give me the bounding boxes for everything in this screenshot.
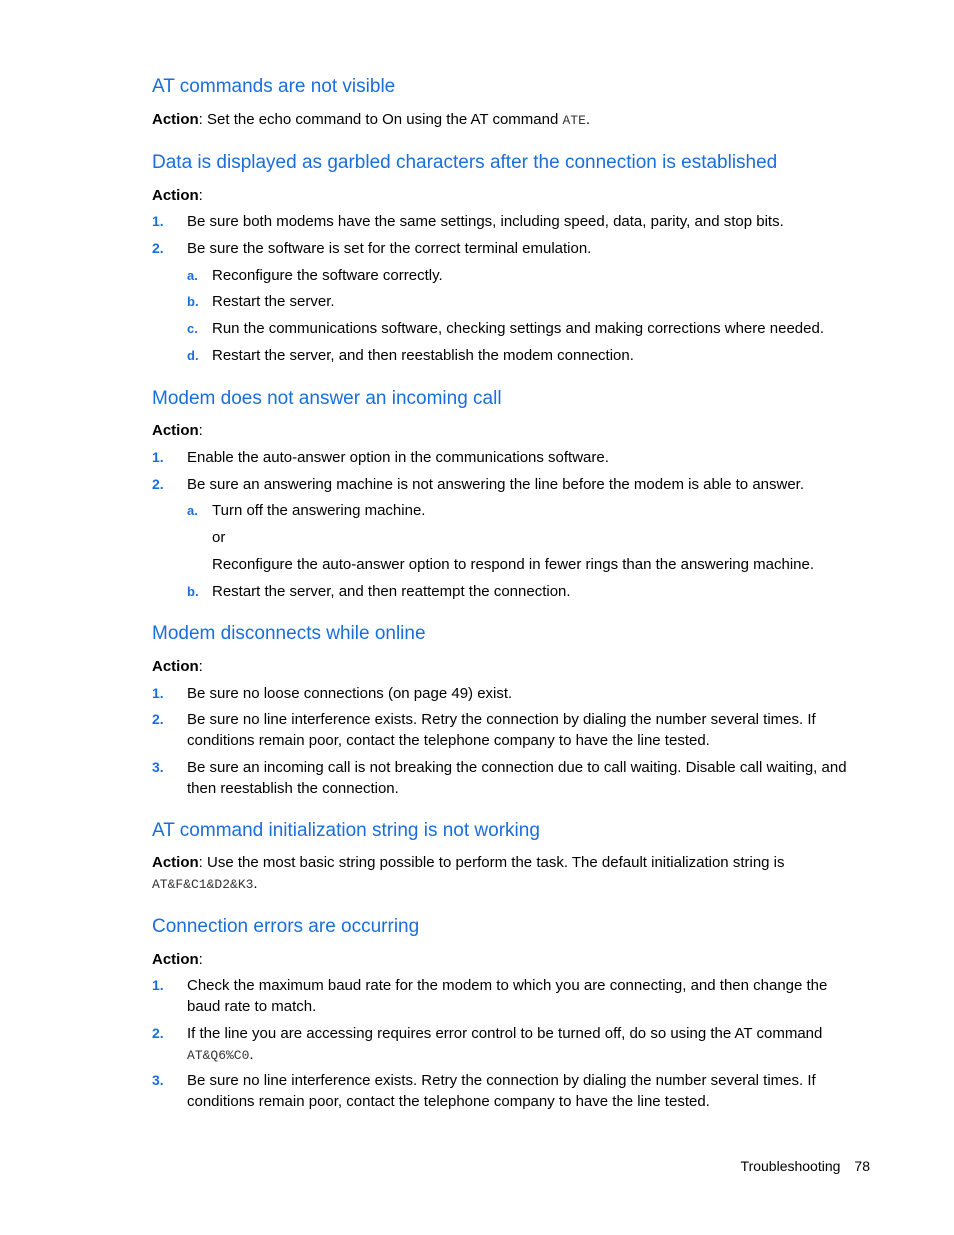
sub-list-text: Restart the server. bbox=[212, 293, 335, 310]
heading-garbled-characters: Data is displayed as garbled characters after the connection is established bbox=[152, 152, 778, 173]
list-text: Check the maximum baud rate for the modem to which you are connecting, and then change the baud rate to match. bbox=[187, 977, 828, 1015]
list-number: 2. bbox=[152, 476, 164, 492]
action-paragraph: Action: bbox=[152, 422, 203, 439]
list-text bbox=[187, 1023, 847, 1066]
list-text: Be sure no line interference exists. Retry the connection by dialing the number several times. If conditions remain poor, contact the telephone company to have the line tested. bbox=[187, 1072, 816, 1110]
page-number: 78 bbox=[854, 1158, 870, 1174]
action-label: Action bbox=[152, 658, 199, 675]
sub-list-letter: b. bbox=[187, 294, 199, 309]
sub-list-letter: c. bbox=[187, 321, 198, 336]
list-number: 3. bbox=[152, 1072, 164, 1088]
action-paragraph: Action: bbox=[152, 187, 203, 204]
list-number: 2. bbox=[152, 240, 164, 256]
footer-section: Troubleshooting bbox=[740, 1158, 841, 1174]
heading-at-commands-not-visible: AT commands are not visible bbox=[152, 76, 396, 97]
heading-connection-errors: Connection errors are occurring bbox=[152, 916, 420, 937]
sub-list-text: Restart the server, and then reestablish the modem connection. bbox=[212, 347, 634, 364]
action-label: Action bbox=[152, 111, 199, 128]
list-text: Be sure the software is set for the correct terminal emulation. bbox=[187, 240, 592, 257]
action-label: Action bbox=[152, 422, 199, 439]
heading-modem-disconnects: Modem disconnects while online bbox=[152, 623, 426, 644]
heading-init-string-not-working: AT command initialization string is not working bbox=[152, 820, 540, 841]
punctuation: . bbox=[585, 111, 591, 128]
punctuation: . bbox=[249, 1046, 254, 1063]
sub-list-letter: a. bbox=[187, 268, 198, 283]
action-paragraph bbox=[152, 852, 852, 895]
sub-list-text: Run the communications software, checking settings and making corrections where needed. bbox=[212, 320, 824, 337]
list-number: 1. bbox=[152, 449, 164, 465]
list-text: Be sure both modems have the same settings, including speed, data, parity, and stop bits. bbox=[187, 213, 784, 230]
sub-list-text: Turn off the answering machine. bbox=[212, 502, 426, 519]
sub-list-letter: b. bbox=[187, 584, 199, 599]
sub-list-letter: a. bbox=[187, 503, 198, 518]
list-number: 1. bbox=[152, 977, 164, 993]
list-number: 1. bbox=[152, 685, 164, 701]
command-code: ATE bbox=[562, 113, 586, 128]
list-number: 2. bbox=[152, 1025, 164, 1041]
list-text[interactable]: Be sure no loose connections (on page 49) exist. bbox=[187, 685, 513, 702]
command-code: AT&F&C1&D2&K3 bbox=[152, 877, 254, 892]
action-label: Action bbox=[152, 854, 199, 871]
sub-list-alt-text: Reconfigure the auto-answer option to respond in fewer rings than the answering machine. bbox=[212, 556, 815, 573]
action-paragraph: Action: bbox=[152, 658, 203, 675]
sub-list-letter: d. bbox=[187, 348, 199, 363]
command-code: AT&Q6%C0 bbox=[187, 1048, 250, 1063]
action-label: Action bbox=[152, 187, 199, 204]
list-text: Be sure no line interference exists. Retry the connection by dialing the number several times. If conditions remain poor, contact the telephone company to have the line tested. bbox=[187, 711, 816, 749]
action-text: : Use the most basic string possible to perform the task. The default initialization string is bbox=[198, 854, 785, 871]
list-number: 1. bbox=[152, 213, 164, 229]
action-text: : Set the echo command to On using the AT command bbox=[198, 111, 563, 128]
or-text: or bbox=[212, 529, 226, 546]
action-label: Action bbox=[152, 951, 199, 968]
action-paragraph: Action: bbox=[152, 951, 203, 968]
list-text: Be sure an answering machine is not answering the line before the modem is able to answer. bbox=[187, 476, 805, 493]
action-paragraph bbox=[152, 109, 852, 131]
list-text-body: If the line you are accessing requires error control to be turned off, do so using the AT command bbox=[187, 1025, 823, 1042]
list-number: 3. bbox=[152, 759, 164, 775]
heading-modem-not-answer: Modem does not answer an incoming call bbox=[152, 388, 502, 409]
list-text: Enable the auto-answer option in the communications software. bbox=[187, 449, 609, 466]
sub-list-text: Restart the server, and then reattempt the connection. bbox=[212, 583, 571, 600]
list-number: 2. bbox=[152, 711, 164, 727]
sub-list-text: Reconfigure the software correctly. bbox=[212, 267, 443, 284]
punctuation: . bbox=[253, 875, 258, 892]
page-footer bbox=[741, 1158, 870, 1174]
list-text: Be sure an incoming call is not breaking the connection due to call waiting. Disable call waiting, and then reestablish the connection. bbox=[187, 759, 847, 797]
